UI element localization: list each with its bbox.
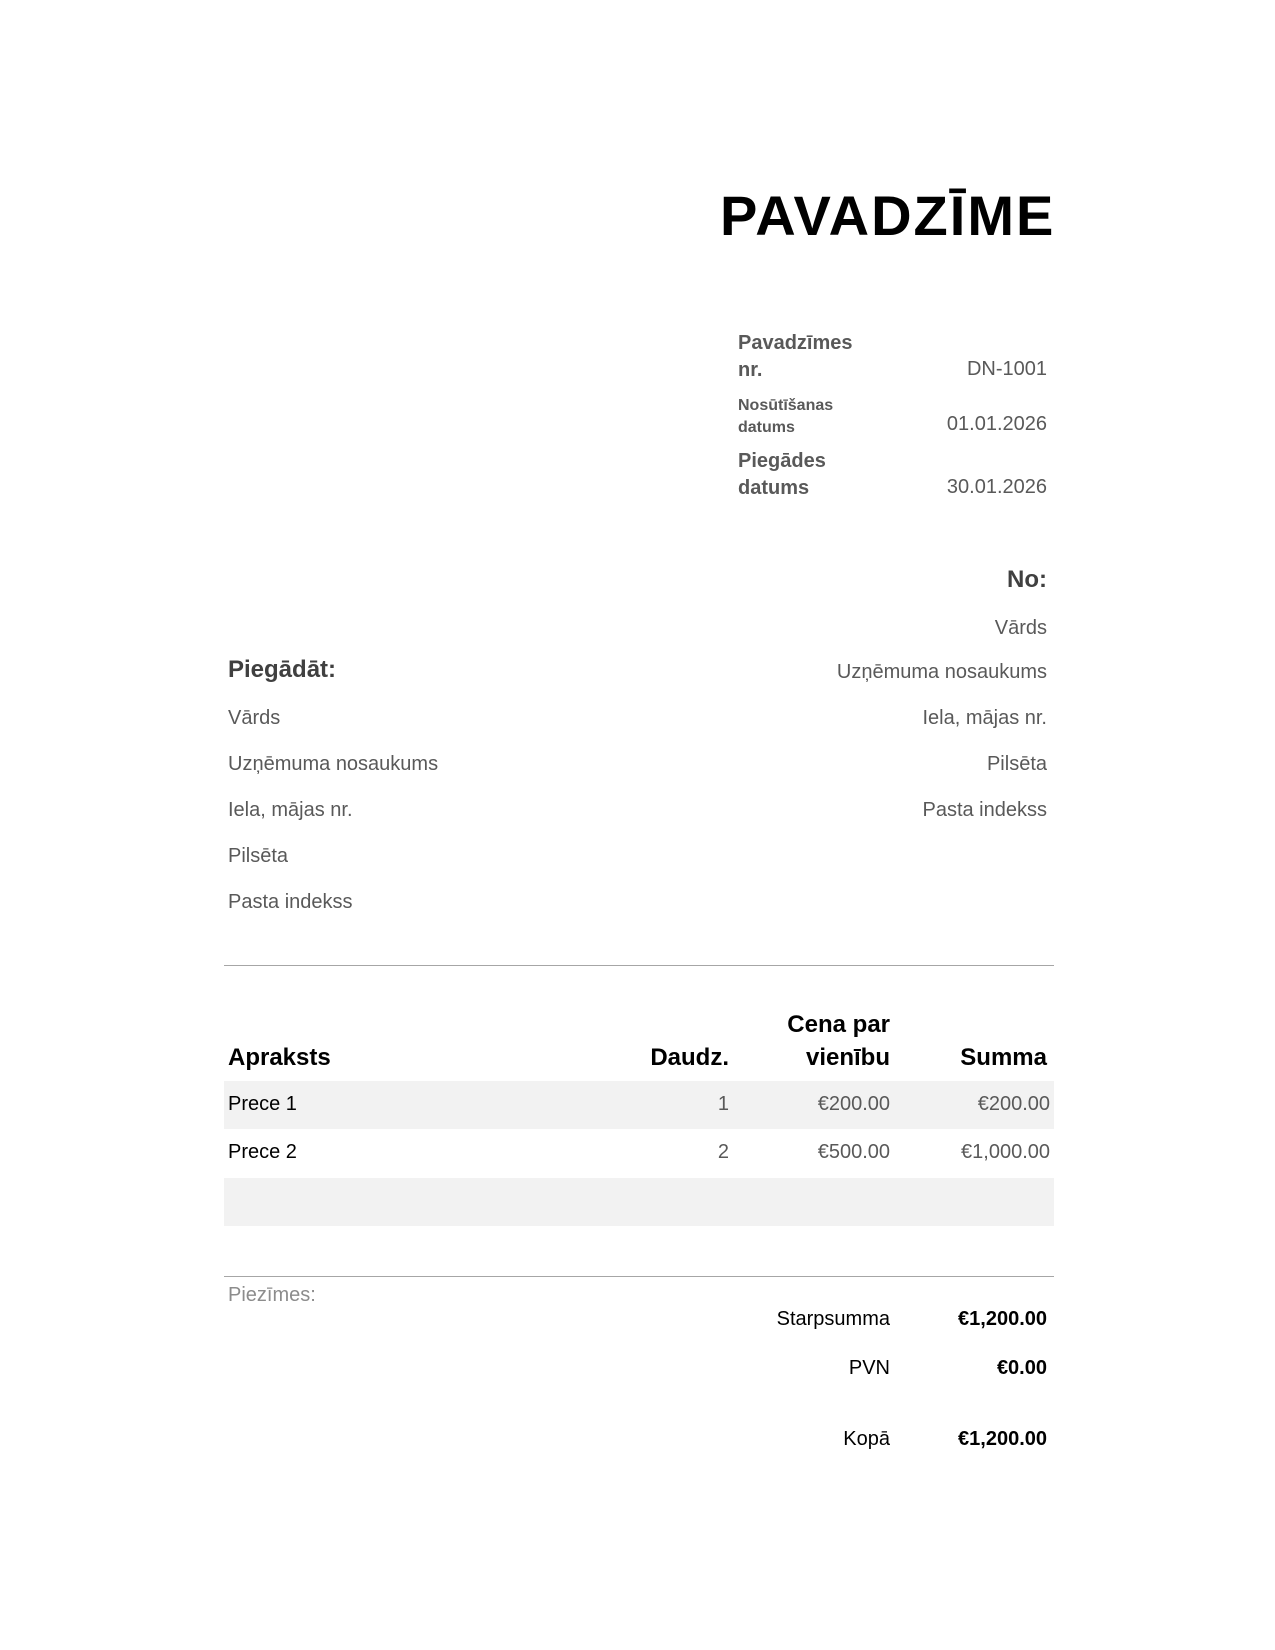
delivery-date-value: 30.01.2026 [946,476,1047,498]
column-header-quantity: Daudz. [650,1044,729,1071]
ship-to-street: Iela, mājas nr. [228,799,353,821]
notes-label: Piezīmes: [228,1284,316,1306]
item-quantity: 1 [717,1093,729,1115]
invoice-number-label: Pavadzīmes nr. [738,332,853,381]
item-amount: €200.00 [977,1093,1050,1115]
from-city: Pilsēta [986,753,1047,775]
total-value: €1,200.00 [958,1428,1047,1450]
ship-date-label: Nosūtīšanas datums [738,397,834,436]
column-header-unit-price: Cena par vienību [787,1011,890,1071]
item-description: Prece 2 [228,1141,297,1163]
table-row [224,1081,1054,1129]
table-row [224,1129,1054,1177]
from-name: Vārds [994,617,1047,639]
item-unit-price: €500.00 [817,1141,890,1163]
document-title: PAVADZĪME [720,184,1056,247]
ship-to-name: Vārds [228,707,281,729]
item-amount: €1,000.00 [961,1141,1050,1163]
from-postal-code: Pasta indekss [922,799,1047,821]
from-heading: No: [1007,566,1047,593]
ship-to-city: Pilsēta [228,845,289,867]
tax-label: PVN [848,1357,890,1379]
total-label: Kopā [843,1428,890,1450]
subtotal-label: Starpsumma [776,1308,890,1330]
tax-value: €0.00 [996,1357,1047,1379]
ship-date-value: 01.01.2026 [946,413,1047,435]
item-description: Prece 1 [228,1093,297,1115]
table-row [224,1178,1054,1226]
column-header-description: Apraksts [228,1044,331,1071]
ship-to-heading: Piegādāt: [228,656,337,683]
section-divider [224,965,1054,966]
invoice-number-value: DN-1001 [966,358,1047,380]
delivery-date-label: Piegādes datums [738,450,826,499]
subtotal-value: €1,200.00 [958,1308,1047,1330]
item-unit-price: €200.00 [817,1093,890,1115]
column-header-amount: Summa [960,1044,1047,1071]
from-company: Uzņēmuma nosaukums [836,661,1047,683]
ship-to-postal-code: Pasta indekss [228,891,353,913]
ship-to-company: Uzņēmuma nosaukums [228,753,439,775]
item-quantity: 2 [717,1141,729,1163]
from-street: Iela, mājas nr. [922,707,1047,729]
totals-divider [224,1276,1054,1277]
